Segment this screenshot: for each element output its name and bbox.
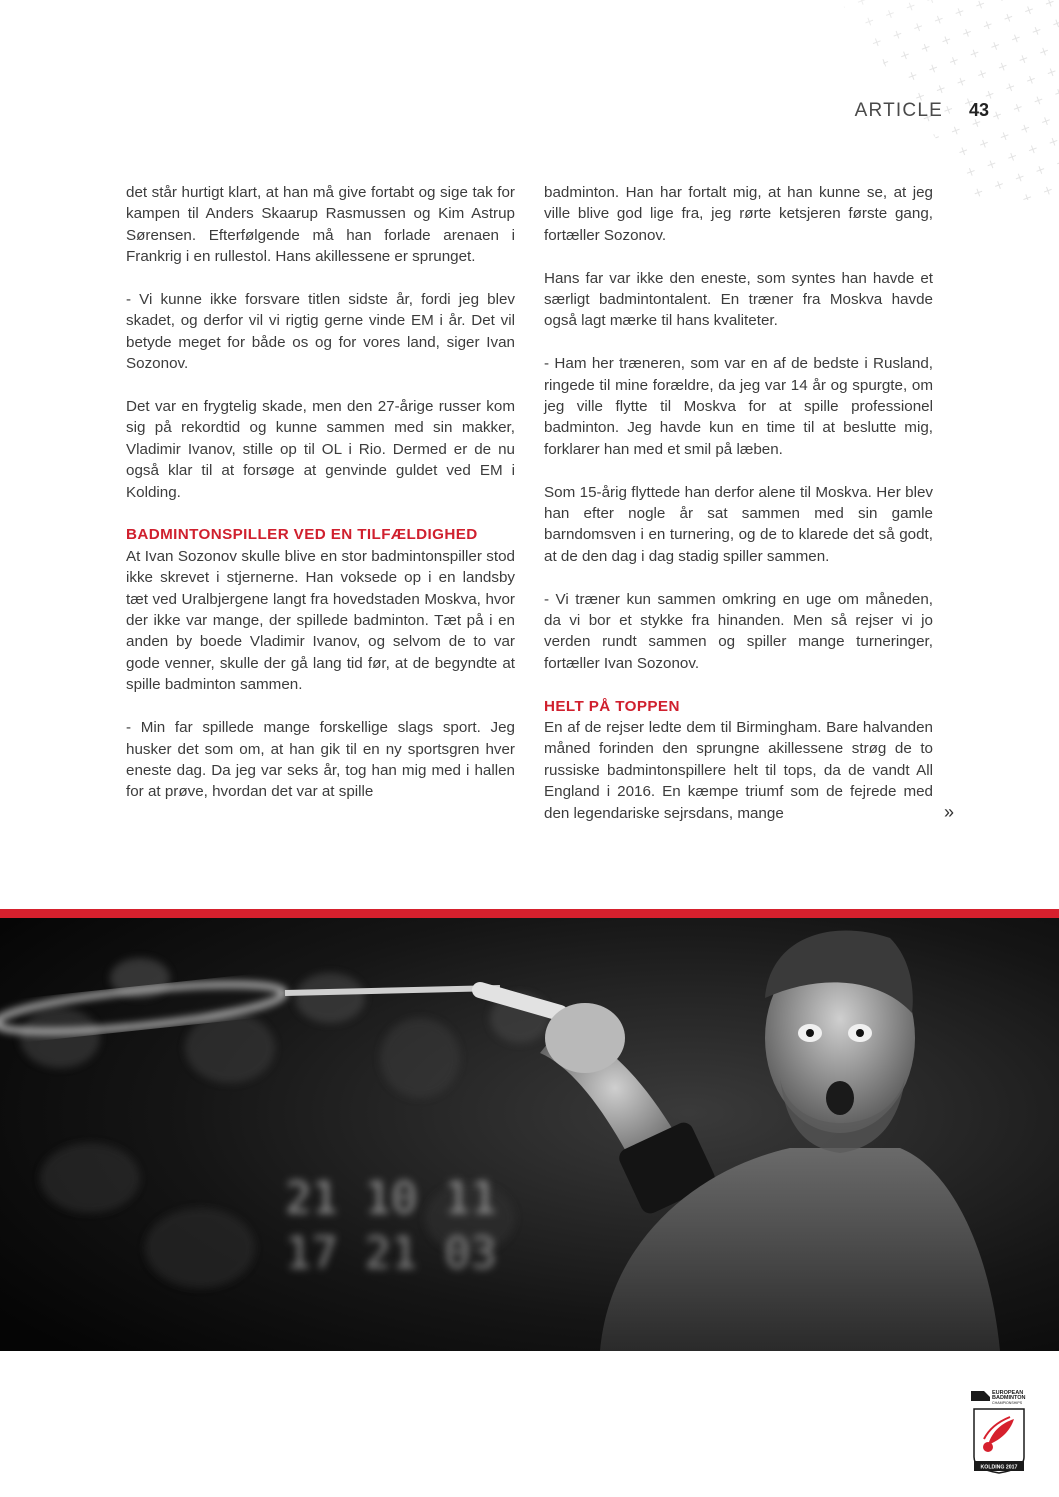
logo-line-1: EUROPEAN xyxy=(992,1390,1024,1396)
paragraph: - Ham her træneren, som var en af de bedste i Rusland, ringede til mine forældre, da jeg var 14 år og spurgte, om jeg ville flytte til Moskva for at spille professionel badminton. Jeg havde kun en time til at beslutte mig, forklarer han med et smil på læben. xyxy=(544,355,933,458)
player-photo xyxy=(0,909,1059,1351)
corner-cross-pattern xyxy=(639,0,1059,200)
scoreboard-bottom-row: 17 21 03 xyxy=(285,1228,497,1279)
left-column xyxy=(126,182,515,803)
section-heading: BADMINTONSPILLER VED EN TILFÆLDIGHED xyxy=(126,526,478,544)
paragraph: det står hurtigt klart, at han må give fortabt og sige tak for kampen til Anders Skaarup Rasmussen og Kim Astrup Sørensen. Efterfølgende må han forlade arenaen i Frankrig i en rullestol. Hans akillessene er sprunget. xyxy=(126,184,515,266)
paragraph: En af de rejser ledte dem til Birmingham. Bare halvanden måned forinden den sprungne akillessene strøg de to russiske badmintonspillere helt til tops, da de vandt All England i 2016. En kæmpe triumf som de fejrede med den legendariske sejrsdans, mange xyxy=(544,719,933,822)
section-heading: HELT PÅ TOPPEN xyxy=(544,697,680,715)
paragraph: At Ivan Sozonov skulle blive en stor badmintonspiller stod ikke skrevet i stjernerne. Han voksede op i en landsby tæt ved Uralbjergene langt fra hovedstaden Moskva, hvor der ikke var mange, der spillede badminton. Tæt på i en anden by boede Vladimir Ivanov, og selvom de to var gode venner, skulle der gå lang tid før, at de begyndte at spille badminton sammen. xyxy=(126,547,515,694)
paragraph: - Vi træner kun sammen omkring en uge om måneden, da vi bor et stykke fra hinanden. Men så rejser vi jo verden rundt sammen og spiller mange turneringer, fortæller Ivan Sozonov. xyxy=(544,590,933,672)
logo-line-3: CHAMPIONSHIPS xyxy=(992,1401,1023,1405)
paragraph: badminton. Han har fortalt mig, at han kunne se, at jeg ville blive god lige fra, jeg rørte ketsjeren første gang, fortæller Sozonov. xyxy=(544,184,933,244)
paragraph: Det var en frygtelig skade, men den 27-årige russer kom sig på rekordtid og kunne sammen med sin makker, Vladimir Ivanov, stille op til OL i Rio. Dermed er de nu også klar til at forsøge at genvinde guldet ved EM i Kolding. xyxy=(126,398,515,501)
page-header xyxy=(855,100,989,122)
paragraph: Hans far var ikke den eneste, som syntes han havde et særligt badmintontalent. En træner fra Moskva havde også lagt mærke til hans kvaliteter. xyxy=(544,269,933,330)
logo-line-2: BADMINTON xyxy=(992,1395,1026,1401)
paragraph: - Min far spillede mange forskellige slags sport. Jeg husker det som om, at han gik til en ny sportsgren hver eneste dag. Da jeg var seks år, tog han mig med i hallen for at prøve, hvordan det var at spille xyxy=(126,719,515,801)
scoreboard-top-row: 21 10 11 xyxy=(285,1173,497,1224)
logo-footer: KOLDING 2017 xyxy=(980,1464,1018,1471)
paragraph: - Vi kunne ikke forsvare titlen sidste år, fordi jeg blev skadet, og derfor vil vi rigtig gerne vinde EM i år. Det vil betyde meget for både os og for vores land, siger Ivan Sozonov. xyxy=(126,291,515,373)
page-number: 43 xyxy=(968,100,989,120)
continue-arrow-icon: » xyxy=(944,802,955,822)
paragraph: Som 15-årig flyttede han derfor alene til Moskva. Her blev han efter nogle år sat sammen med sin gamle barndomsven i en turnering, og de to klarede det så godt, at de den dag i dag stadig spiller sammen. xyxy=(544,483,933,565)
right-column xyxy=(544,182,933,824)
championship-logo xyxy=(968,1387,1030,1477)
section-label: ARTICLE xyxy=(854,100,943,121)
